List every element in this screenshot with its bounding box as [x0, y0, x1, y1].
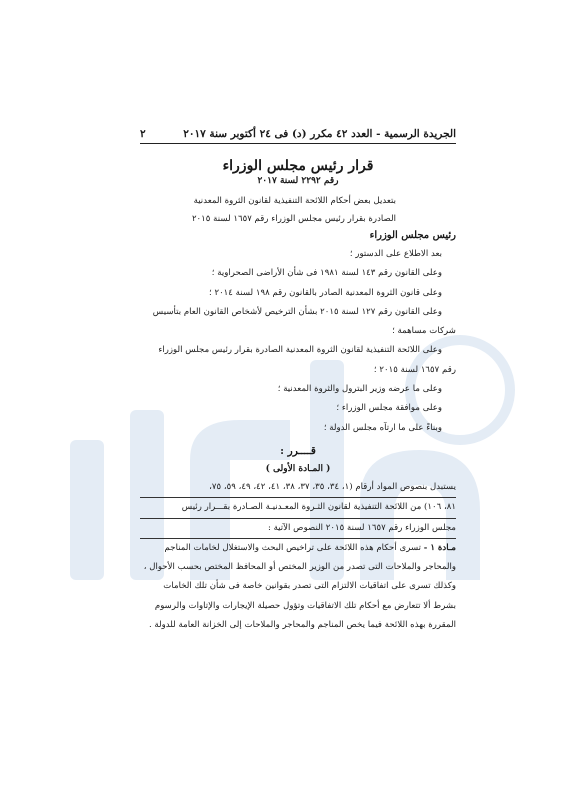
recital: وعلى اللائحة التنفيذية لقانون الثروة المعدنية الصادرة بقرار رئيس مجلس الوزراء — [158, 345, 442, 356]
page-header — [140, 128, 456, 144]
subject-line: الصادرة بقرار رئيس مجلس الوزراء رقم ١٦٥٧ لسنة ٢٠١٥ — [191, 214, 396, 224]
recital-continuation: رقم ١٦٥٧ لسنة ٢٠١٥ ؛ — [373, 364, 456, 375]
article-1-text: تسرى أحكام هذه اللائحة على تراخيص البحث والاستغلال لخامات المناجم — [164, 542, 422, 553]
recital: وعلى قانون الثروة المعدنية الصادر بالقانون رقم ١٩٨ لسنة ٢٠١٤ ؛ — [208, 287, 442, 298]
recital: وعلى القانون رقم ١٢٧ لسنة ٢٠١٥ بشأن الترخيص لأشخاص القانون العام بتأسيس — [152, 306, 442, 317]
recital: وعلى القانون رقم ١٤٣ لسنة ١٩٨١ فى شأن الأراضى الصحراوية ؛ — [211, 268, 442, 279]
article-1-label: مـادة ١ - — [423, 542, 456, 553]
decree-title: قرار رئيس مجلس الوزراء — [222, 158, 374, 174]
article-1-line: المقررة بهذه اللائحة فيما يخص المناجم والمحاجر والملاحات إلى الخزانة العامة للدولة . — [148, 620, 456, 631]
gazette-page — [140, 128, 456, 635]
decided-heading: قــــرر : — [280, 444, 316, 457]
article-1-line: والمحاجر والملاحات التى تصدر من الوزير المختص أو المحافظ المختص بحسب الأحوال ، — [143, 562, 456, 573]
running-title: الجريدة الرسمية - العدد ٤٢ مكرر (د) فى ٢٤ أكتوبر سنة ٢٠١٧ — [183, 128, 456, 140]
recital: وبناءً على ما ارتآه مجلس الدولة ؛ — [323, 422, 442, 433]
decree-number: رقم ٢٢٩٢ لسنة ٢٠١٧ — [257, 176, 339, 186]
decree-subject — [140, 192, 456, 228]
article-one-line: مجلس الوزراء رقم ١٦٥٧ لسنة ٢٠١٥ النصوص الآتية : — [140, 519, 456, 539]
subject-line: بتعديل بعض أحكام اللائحة التنفيذية لقانون الثروة المعدنية — [193, 196, 396, 206]
article-1-line — [140, 539, 456, 558]
issuer-heading: رئيس مجلس الوزراء — [369, 230, 456, 241]
recital: بعد الاطلاع على الدستور ؛ — [349, 249, 442, 259]
recital-continuation: شركات مساهمة ؛ — [392, 326, 456, 337]
recital: وعلى موافقة مجلس الوزراء ؛ — [336, 403, 442, 414]
article-one-title: ( المـادة الأولى ) — [265, 463, 331, 474]
article-one-line: ٨١، ١٠٦) من اللائحة التنفيذية لقانون الثـروة المعـدنيـة الصـادرة بقـــرار رئيس — [140, 498, 456, 518]
recital: وعلى ما عرضه وزير البترول والثروة المعدنية ؛ — [277, 384, 442, 395]
article-one-line: يستبدل بنصوص المواد أرقام (١، ٣٤، ٣٥، ٣٧، ٣٨، ٤١، ٤٢، ٤٩، ٥٩، ٧٥، — [140, 478, 456, 498]
page-number: ٢ — [140, 128, 146, 140]
article-1-line: وكذلك تسرى على اتفاقيات الالتزام التى تصدر بقوانين خاصة فى شأن تلك الخامات — [163, 581, 456, 592]
article-1-line: بشرط ألا تتعارض مع أحكام تلك الاتفاقيات وتؤول حصيلة الإيجارات والإتاوات والرسوم — [154, 600, 456, 611]
